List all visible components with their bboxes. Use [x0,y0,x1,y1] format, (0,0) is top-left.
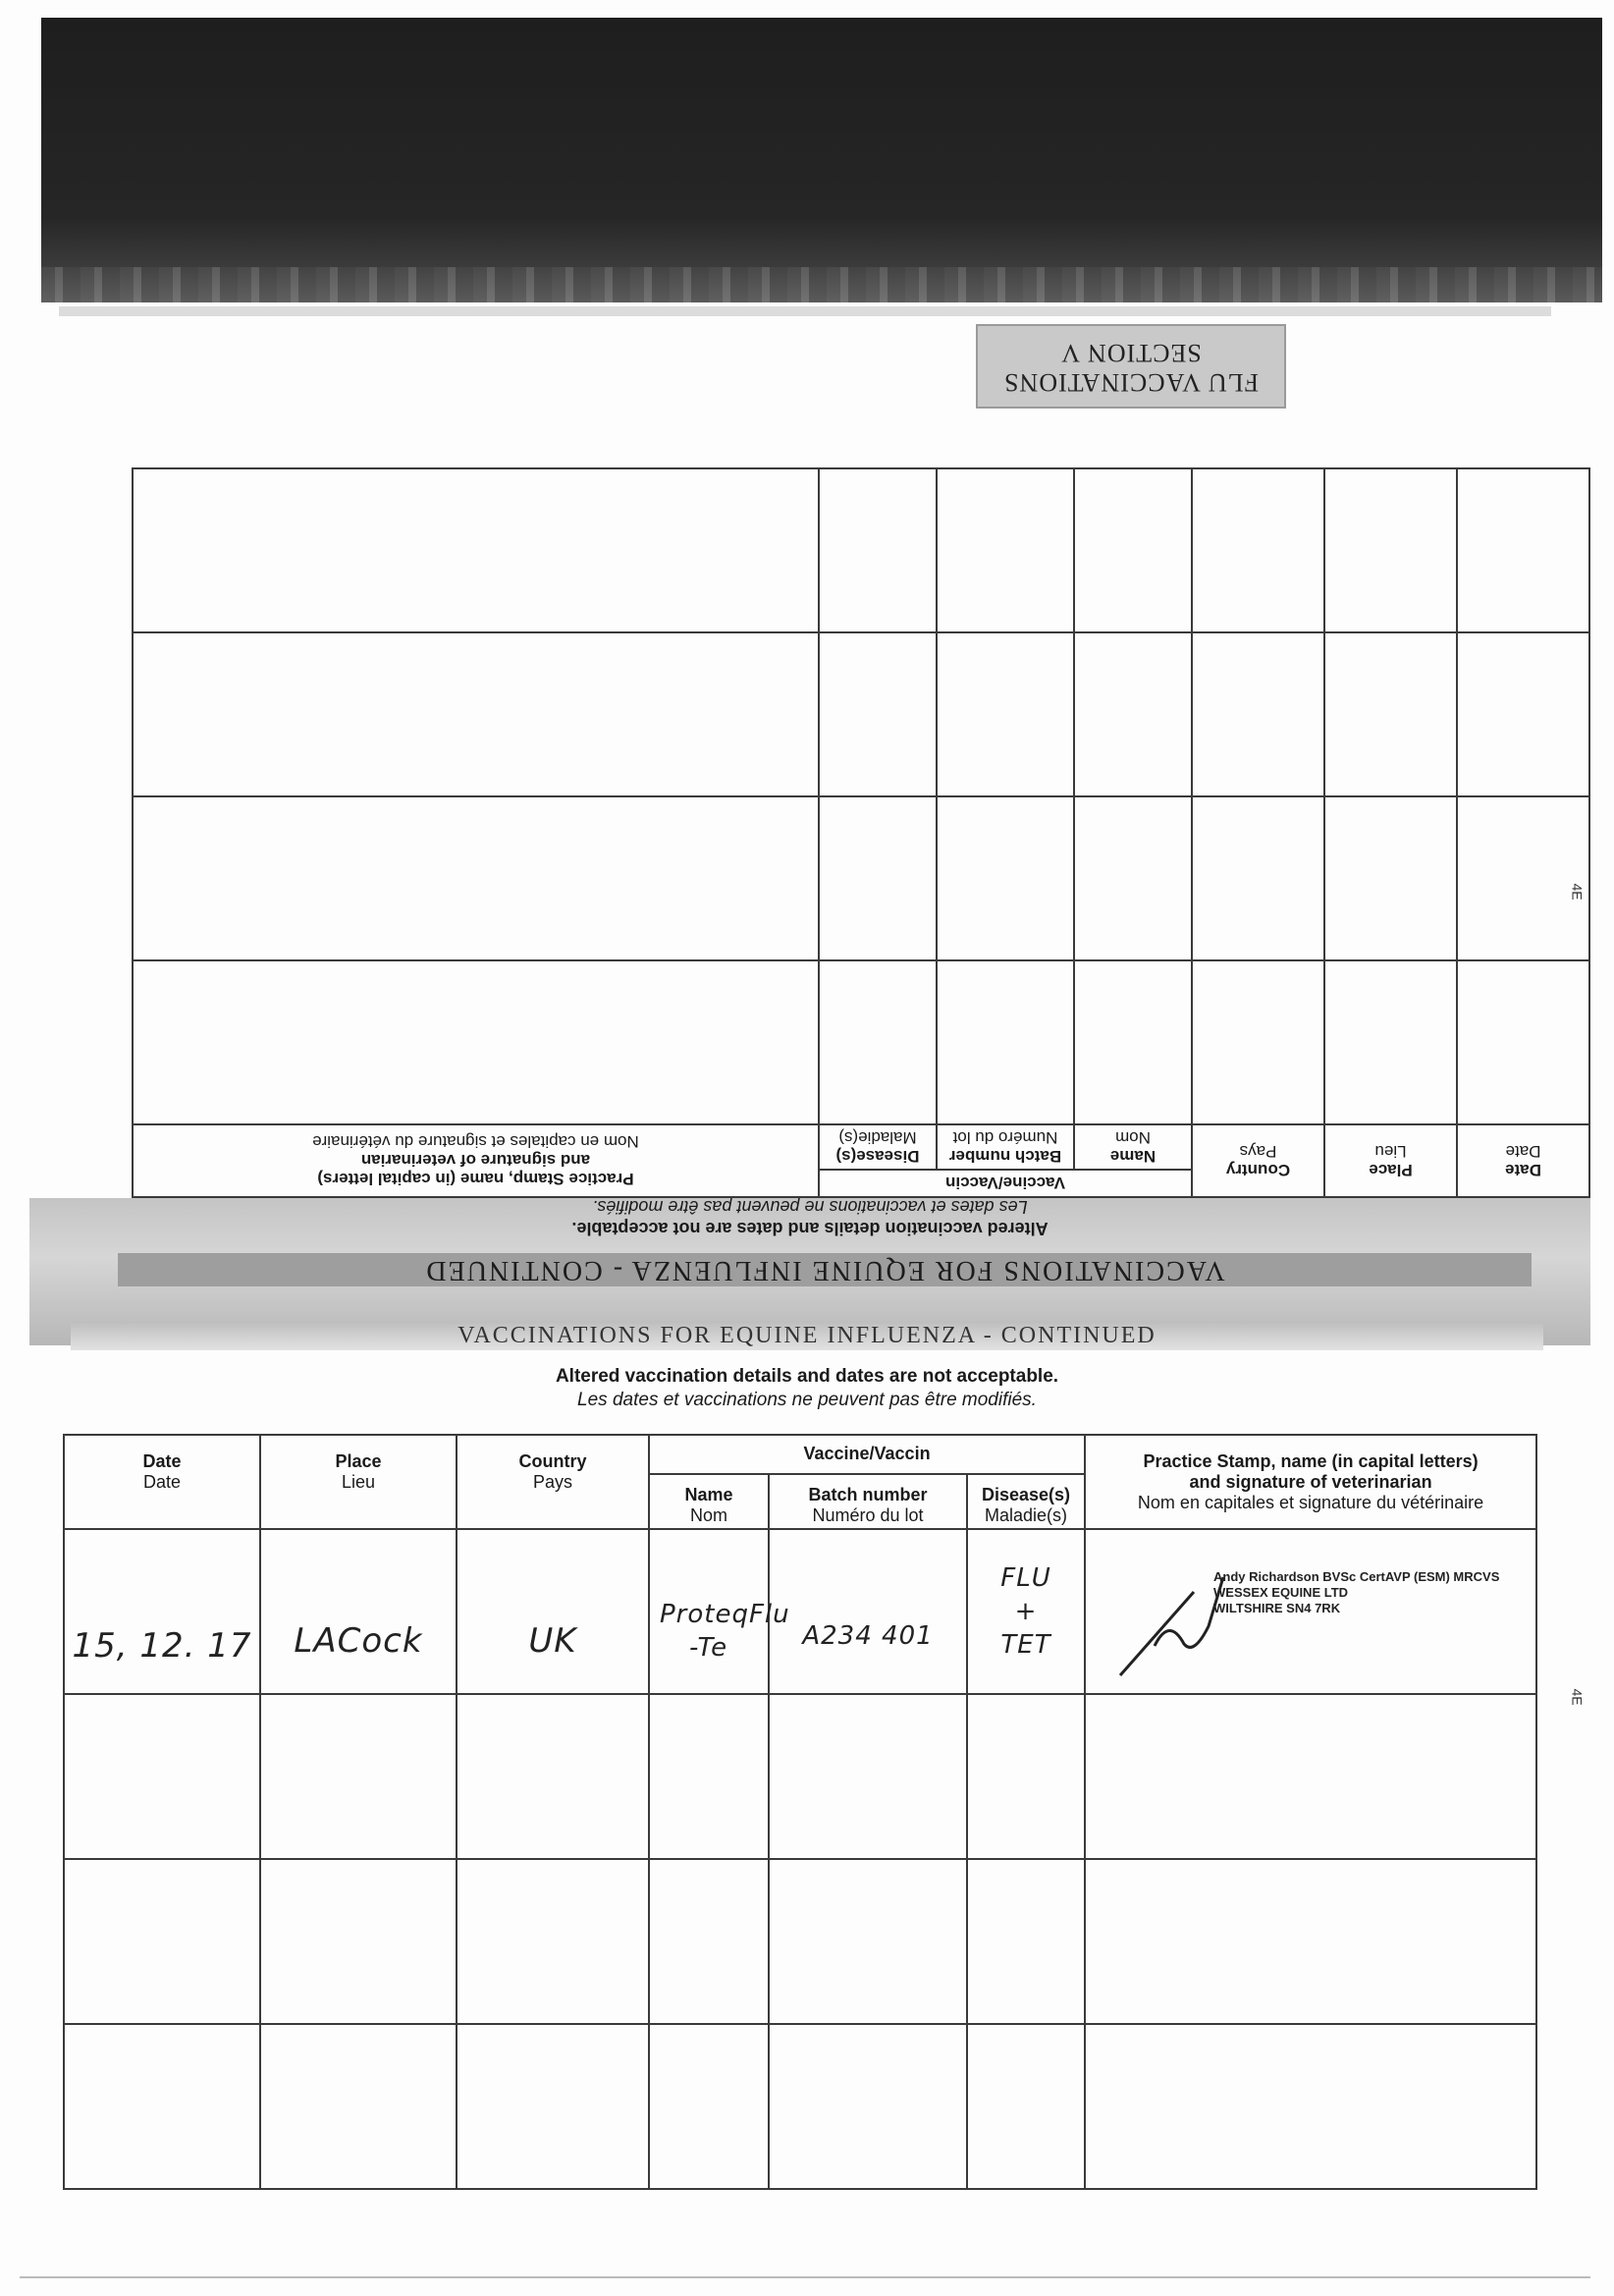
table-row [133,796,1589,960]
lower-section-title: VACCINATIONS FOR EQUINE INFLUENZA - CONTINUED [71,1321,1543,1350]
table-row [133,468,1589,632]
upper-header-disease: Disease(s) Maladie(s) [819,1124,937,1170]
upper-section-title: VACCINATIONS FOR EQUINE INFLUENZA - CONTINUED [118,1253,1532,1286]
upper-header-country: Country Pays [1192,1124,1324,1197]
upper-header-place: Place Lieu [1324,1124,1457,1197]
upper-note-fr: Les dates et vaccinations ne peuvent pas être modifiés. [592,1197,1028,1217]
lower-notes [0,1365,1614,1412]
lower-header-batch: Batch number Numéro du lot [769,1474,967,1529]
upper-page-inverted [29,324,1590,1345]
entry-country: UK [457,1529,649,1694]
lower-header-name: Name Nom [649,1474,769,1529]
upper-vaccination-table [132,467,1590,1198]
side-mark-upper: 4E [1569,883,1586,901]
entry-stamp-signature [1085,1529,1536,1694]
flu-vaccinations-tab [976,324,1286,409]
practice-stamp [1213,1569,1499,1616]
lower-header-stamp: Practice Stamp, name (in capital letters) and signature of veterinarian Nom en capitales et signature du vétérinaire [1085,1435,1536,1529]
table-row [64,1694,1536,1859]
lower-header-vaccine: Vaccine/Vaccin [649,1435,1085,1474]
upper-header-date: Date Date [1457,1124,1589,1197]
band-shadow [59,306,1551,316]
tab-line-2: SECTION V [1060,339,1202,367]
lower-note-en: Altered vaccination details and dates are not acceptable. [555,1366,1059,1387]
entry-date: 15, 12. 17 [64,1529,260,1694]
tab-line-1: FLU VACCINATIONS [1003,368,1259,397]
entry-disease: FLU + TET [967,1529,1085,1694]
table-row [133,632,1589,796]
entry-batch: A234 401 [769,1529,967,1694]
lower-header-disease: Disease(s) Maladie(s) [967,1474,1085,1529]
upper-header-batch: Batch number Numéro du lot [937,1124,1074,1170]
lower-vaccination-table [63,1434,1537,2190]
lower-header-country: Country Pays [457,1435,649,1529]
table-row [64,1529,1536,1694]
side-mark-lower: 4E [1569,1688,1586,1706]
upper-header-vaccine: Vaccine/Vaccin [819,1170,1192,1197]
page-bottom-edge [20,2276,1590,2278]
entry-place: LACock [260,1529,457,1694]
stamp-line-2: WESSEX EQUINE LTD [1213,1585,1349,1600]
lower-header-date: Date Date [64,1435,260,1529]
table-row [64,1859,1536,2024]
entry-vaccine-name: ProteqFlu -Te [649,1529,769,1694]
scanned-dark-band [41,18,1602,302]
upper-note-en: Altered vaccination details and dates are not acceptable. [571,1219,1049,1238]
upper-header-stamp: Practice Stamp, name (in capital letters) and signature of veterinarian Nom en capitales et signature du vétérinaire [133,1124,819,1197]
lower-header-place: Place Lieu [260,1435,457,1529]
upper-notes [29,1196,1590,1239]
stamp-line-1: Andy Richardson BVSc CertAVP (ESM) MRCVS [1213,1569,1500,1584]
table-row [64,2024,1536,2189]
lower-note-fr: Les dates et vaccinations ne peuvent pas être modifiés. [577,1390,1037,1410]
stamp-line-3: WILTSHIRE SN4 7RK [1213,1601,1341,1615]
table-row [133,960,1589,1124]
upper-header-name: Name Nom [1074,1124,1192,1170]
